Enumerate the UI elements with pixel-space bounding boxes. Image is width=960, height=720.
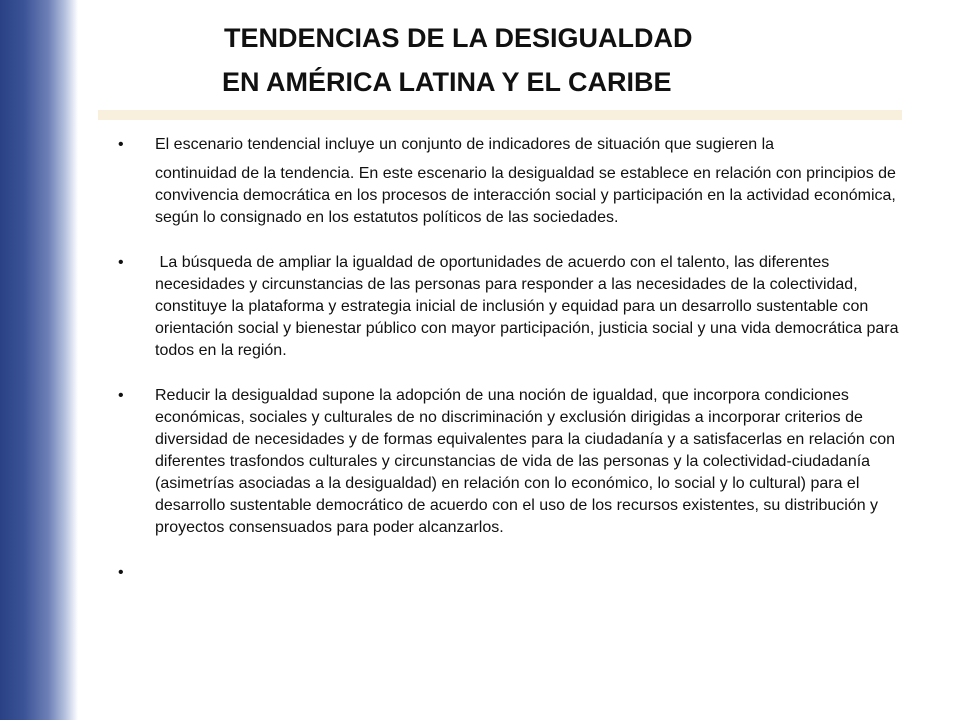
bullet-item-2 — [108, 252, 908, 362]
bullet-item-4 — [108, 562, 908, 584]
slide-title — [120, 16, 900, 104]
bullet-1-first-line: El escenario tendencial incluye un conjunto de indicadores de situación que sugieren la — [155, 136, 775, 153]
bullet-item-3 — [108, 385, 908, 539]
title-line-2: EN AMÉRICA LATINA Y EL CARIBE — [222, 67, 672, 97]
bullet-1-text: continuidad de la tendencia. En este escenario la desigualdad se establece en relación con principios de convivencia democrática en los procesos de interacción social y participación en la actividad económica, según lo consignado en los estatutos políticos de las sociedades. — [155, 165, 896, 226]
bullet-marker: • — [118, 136, 124, 153]
title-underline-rule — [98, 110, 902, 120]
bullet-marker: • — [118, 564, 124, 581]
side-gradient-band — [0, 0, 78, 720]
title-line-1: TENDENCIAS DE LA DESIGUALDAD — [224, 23, 693, 53]
bullet-list — [108, 134, 908, 584]
bullet-marker: • — [118, 387, 124, 404]
bullet-marker: • — [118, 254, 124, 271]
bullet-2-text: La búsqueda de ampliar la igualdad de oportunidades de acuerdo con el talento, las diferentes necesidades y circunstancias de las personas para responder a las necesidades de la colectividad, constituye la plataforma y estrategia inicial de inclusión y equidad para un desarrollo sustentable con orientación social y bienestar público con mayor participación, justicia social y una vida democrática para todos en la región. — [155, 254, 903, 359]
bullet-3-text: Reducir la desigualdad supone la adopción de una noción de igualdad, que incorpora condiciones económicas, sociales y culturales de no discriminación y exclusión dirigidas a incorporar criterios de diversidad de necesidades y de formas equivalentes para la ciudadanía y a satisfacerlas en relación con diferentes trasfondos culturales y circunstancias de vida de las personas y la colectividad-ciudadanía (asimetrías asociadas a la desigualdad) en relación con lo económico, lo social y lo cultural) para el desarrollo sustentable democrático de acuerdo con el uso de los recursos existentes, su distribución y proyectos consensuados para poder alcanzarlos. — [155, 387, 895, 536]
bullet-item-1 — [108, 134, 908, 229]
